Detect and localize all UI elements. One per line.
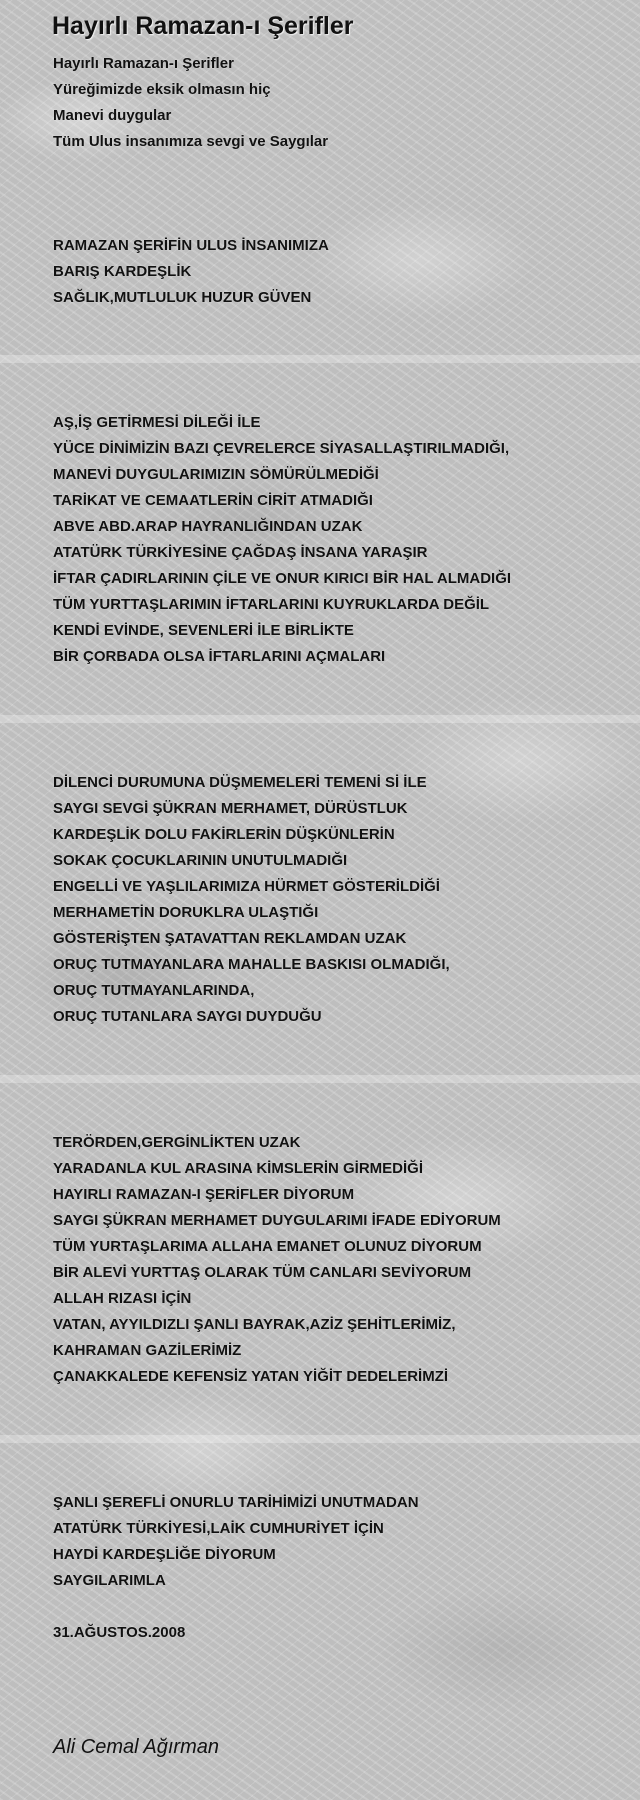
- poem-line: AŞ,İŞ GETİRMESİ DİLEĞİ İLE: [53, 414, 261, 431]
- poem-line: ALLAH RIZASI İÇİN: [53, 1290, 192, 1307]
- section-divider: [0, 715, 640, 723]
- poem-line: Hayırlı Ramazan-ı Şerifler: [53, 55, 234, 72]
- poem-line: TARİKAT VE CEMAATLERİN CİRİT ATMADIĞI: [53, 492, 373, 509]
- poem-line: HAYDİ KARDEŞLİĞE DİYORUM: [53, 1546, 276, 1563]
- poem-line: MERHAMETİN DORUKLRA ULAŞTIĞI: [53, 904, 319, 921]
- poem-line: ABVE ABD.ARAP HAYRANLIĞINDAN UZAK: [53, 518, 363, 535]
- poem-line: BARIŞ KARDEŞLİK: [53, 263, 192, 280]
- poem-line: BİR ÇORBADA OLSA İFTARLARINI AÇMALARI: [53, 648, 386, 665]
- poem-line: ÇANAKKALEDE KEFENSİZ YATAN YİĞİT DEDELERİMZİ: [53, 1368, 449, 1385]
- poem-line: BİR ALEVİ YURTTAŞ OLARAK TÜM CANLARI SEVİYORUM: [53, 1264, 472, 1281]
- author-name: Ali Cemal Ağırman: [53, 1736, 219, 1758]
- poem-line: KARDEŞLİK DOLU FAKİRLERİN DÜŞKÜNLERİN: [53, 826, 395, 843]
- poem-line: İFTAR ÇADIRLARININ ÇİLE VE ONUR KIRICI BİR HAL ALMADIĞI: [53, 570, 512, 587]
- poem-line: YARADANLA KUL ARASINA KİMSLERİN GİRMEDİĞİ: [53, 1160, 424, 1177]
- section-divider: [0, 355, 640, 363]
- poem-line: TÜM YURTTAŞLARIMIN İFTARLARINI KUYRUKLARDA DEĞİL: [53, 596, 490, 613]
- stanza-4: [53, 770, 613, 1030]
- poem-line: SAYGI SEVGİ ŞÜKRAN MERHAMET, DÜRÜSTLUK: [53, 800, 408, 817]
- poem-line: Manevi duygular: [53, 107, 172, 124]
- poem-line: GÖSTERİŞTEN ŞATAVATTAN REKLAMDAN UZAK: [53, 930, 407, 947]
- poem-line: ŞANLI ŞEREFLİ ONURLU TARİHİMİZİ UNUTMADAN: [53, 1494, 419, 1511]
- poem-line: KAHRAMAN GAZİLERİMİZ: [53, 1342, 242, 1359]
- poem-line: SAYGI ŞÜKRAN MERHAMET DUYGULARIMI İFADE EDİYORUM: [53, 1212, 501, 1229]
- stanza-6: [53, 1490, 613, 1646]
- poem-line: SAYGILARIMLA: [53, 1572, 166, 1589]
- poem-line: HAYIRLI RAMAZAN-I ŞERİFLER DİYORUM: [53, 1186, 355, 1203]
- poem-line: ATATÜRK TÜRKİYESİ,LAİK CUMHURİYET İÇİN: [53, 1520, 384, 1537]
- poem-date: 31.AĞUSTOS.2008: [53, 1624, 186, 1641]
- stanza-2: [53, 233, 613, 311]
- poem-line: ORUÇ TUTMAYANLARA MAHALLE BASKISI OLMADIĞI,: [53, 956, 450, 973]
- stanza-3: [53, 410, 613, 670]
- poem-line: TERÖRDEN,GERGİNLİKTEN UZAK: [53, 1134, 301, 1151]
- poem-line: VATAN, AYYILDIZLI ŞANLI BAYRAK,AZİZ ŞEHİTLERİMİZ,: [53, 1316, 456, 1333]
- poem-line: MANEVİ DUYGULARIMIZIN SÖMÜRÜLMEDİĞİ: [53, 466, 379, 483]
- poem-line: ENGELLİ VE YAŞLILARIMIZA HÜRMET GÖSTERİLDİĞİ: [53, 878, 440, 895]
- poem-line: KENDİ EVİNDE, SEVENLERİ İLE BİRLİKTE: [53, 622, 354, 639]
- poem-title: Hayırlı Ramazan-ı Şerifler: [52, 12, 354, 40]
- poem-line-blank: [53, 1594, 613, 1620]
- stanza-5: [53, 1130, 613, 1390]
- section-divider: [0, 1435, 640, 1443]
- poem-line: TÜM YURTAŞLARIMA ALLAHA EMANET OLUNUZ DİYORUM: [53, 1238, 482, 1255]
- section-divider: [0, 1075, 640, 1083]
- poem-line: Yüreğimizde eksik olmasın hiç: [53, 81, 271, 98]
- poem-line: ORUÇ TUTANLARA SAYGI DUYDUĞU: [53, 1008, 322, 1025]
- poem-line: ORUÇ TUTMAYANLARINDA,: [53, 982, 255, 999]
- poem-line: SAĞLIK,MUTLULUK HUZUR GÜVEN: [53, 289, 312, 306]
- stanza-1: [53, 51, 613, 155]
- poem-line: SOKAK ÇOCUKLARININ UNUTULMADIĞI: [53, 852, 348, 869]
- poem-line: YÜCE DİNİMİZİN BAZI ÇEVRELERCE SİYASALLAŞTIRILMADIĞI,: [53, 440, 510, 457]
- poem-line: DİLENCİ DURUMUNA DÜŞMEMELERİ TEMENİ Sİ İLE: [53, 774, 427, 791]
- poem-line: ATATÜRK TÜRKİYESİNE ÇAĞDAŞ İNSANA YARAŞIR: [53, 544, 428, 561]
- poem-line: RAMAZAN ŞERİFİN ULUS İNSANIMIZA: [53, 237, 329, 254]
- poem-line: Tüm Ulus insanımıza sevgi ve Saygılar: [53, 133, 329, 150]
